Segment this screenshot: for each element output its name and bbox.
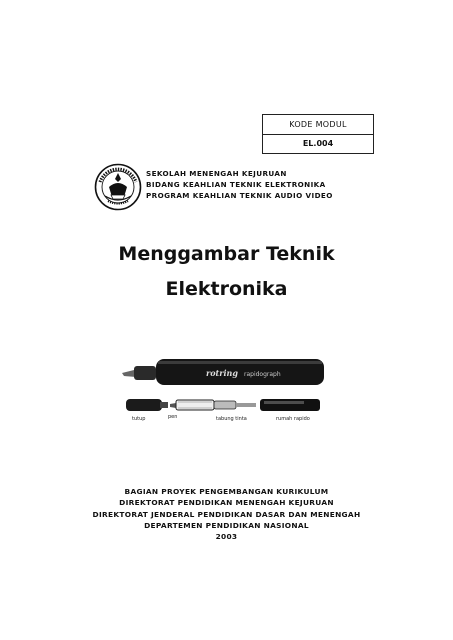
footer-line: DIREKTORAT JENDERAL PENDIDIKAN DASAR DAN MENENGAH <box>92 509 361 519</box>
footer-year: 2003 <box>215 532 238 542</box>
assembled-pen <box>122 359 324 385</box>
pen-brand-label: rotring <box>206 368 238 378</box>
part-label-tabung-tinta: tabung tinta <box>216 416 247 422</box>
module-code-value: EL.004 <box>302 139 334 148</box>
footer-line: DEPARTEMEN PENDIDIKAN NASIONAL <box>144 520 309 530</box>
school-info <box>146 168 333 201</box>
footer-line: DIREKTORAT PENDIDIKAN MENENGAH KEJURUAN <box>119 498 334 508</box>
title-line-1: Menggambar Teknik <box>118 243 335 265</box>
footer-line: BAGIAN PROYEK PENGEMBANGAN KURIKULUM <box>124 487 329 496</box>
school-line: PROGRAM KEAHLIAN TEKNIK AUDIO VIDEO <box>146 191 333 200</box>
part-label-rumah-rapido: rumah rapido <box>276 416 310 422</box>
part-label-pen: pen <box>168 414 178 420</box>
rapidograph-pen-illustration <box>118 354 340 434</box>
pen-model-label: rapidograph <box>244 371 281 378</box>
publisher-info <box>0 486 453 542</box>
module-code-label: KODE MODUL <box>263 115 373 135</box>
part-label-tutup: tutup <box>132 416 146 422</box>
module-code-box <box>262 114 374 154</box>
school-line: SEKOLAH MENENGAH KEJURUAN <box>146 169 287 178</box>
pen-parts <box>126 399 320 411</box>
part-labels <box>132 414 310 422</box>
tut-wuri-handayani-logo-icon <box>94 163 142 211</box>
school-line: BIDANG KEAHLIAN TEKNIK ELEKTRONIKA <box>146 180 326 189</box>
title-line-2: Elektronika <box>165 278 288 300</box>
